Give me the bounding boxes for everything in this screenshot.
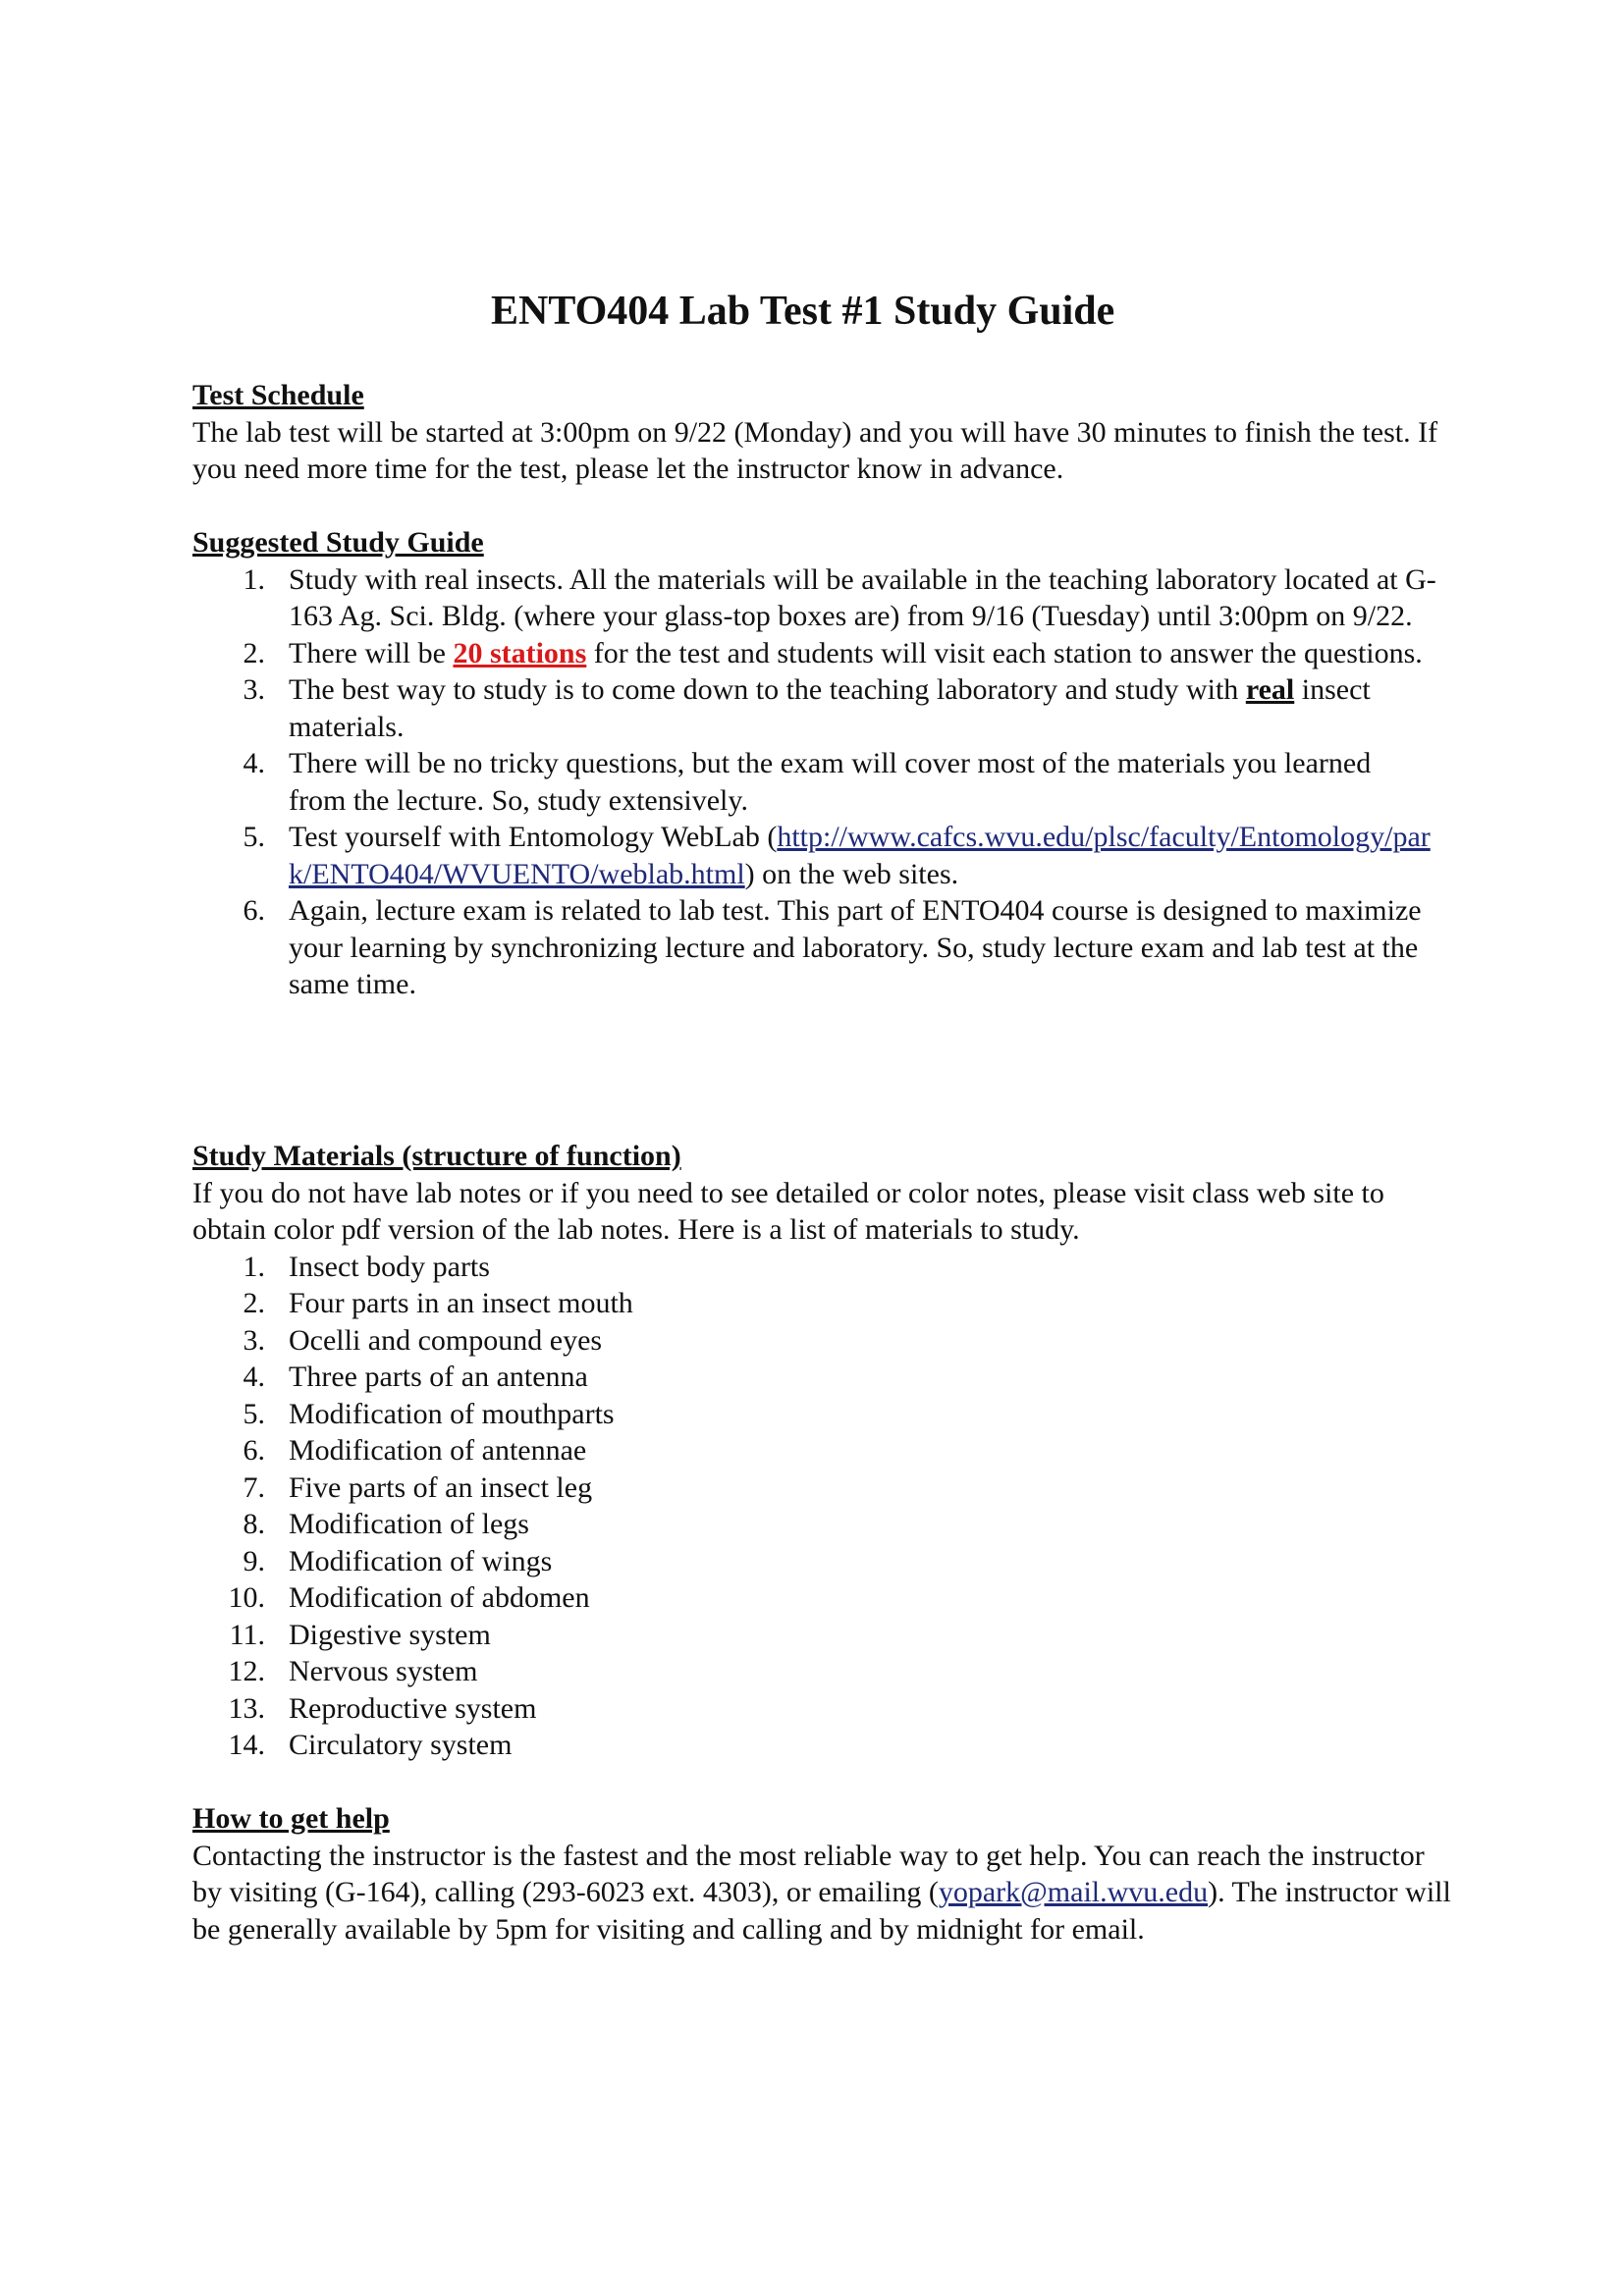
materials-list <box>192 1249 1469 1764</box>
study-guide-list <box>192 561 1469 1003</box>
list-item: 2. Four parts in an insect mouth <box>243 1287 633 1319</box>
list-item: 4. There will be no tricky questions, but the exam will cover most of the materials you learned from the lecture. So, study extensively. <box>243 747 1372 817</box>
section-heading: Test Schedule <box>192 379 364 411</box>
section-study-materials <box>192 1138 1469 1764</box>
stations-emphasis: 20 stations <box>453 636 587 669</box>
page-title: ENTO404 Lab Test #1 Study Guide <box>491 289 1115 334</box>
section-test-schedule <box>192 377 1469 488</box>
help-text: Contacting the instructor is the fastest and the most reliable way to get help. You can reach the instructor by visiting (G-164), calling (293-6023 ext. 4303), or emailing (yopark@mail.wvu.edu). The instructor will be generally available by 5pm for visiting and calling and by midnight for email. <box>192 1839 1451 1946</box>
real-emphasis: real <box>1245 673 1295 706</box>
weblab-link[interactable]: http://www.cafcs.wvu.edu/plsc/faculty/Entomology/park/ENTO404/WVUENTO/weblab.html <box>289 821 1431 890</box>
list-item: 4. Three parts of an antenna <box>243 1361 588 1393</box>
list-item: 3. The best way to study is to come down to the teaching laboratory and study with real insect materials. <box>243 673 1371 743</box>
list-item: 12. Nervous system <box>228 1655 478 1687</box>
list-item: 9. Modification of wings <box>243 1544 553 1577</box>
section-study-guide <box>192 524 1469 1003</box>
list-item: 10. Modification of abdomen <box>228 1581 590 1614</box>
materials-intro: If you do not have lab notes or if you need to see detailed or color notes, please visit class web site to obtain color pdf version of the lab notes. Here is a list of materials to study. <box>192 1176 1384 1246</box>
list-item: 11. Digestive system <box>229 1618 491 1651</box>
list-item: 7. Five parts of an insect leg <box>243 1470 593 1504</box>
list-item: 2. There will be 20 stations for the test and students will visit each station to answer the questions. <box>243 636 1423 669</box>
section-heading: Suggested Study Guide <box>192 526 484 559</box>
section-get-help <box>192 1800 1469 1948</box>
list-item: 3. Ocelli and compound eyes <box>243 1323 603 1357</box>
list-item: 5. Modification of mouthparts <box>243 1397 615 1430</box>
list-item: 1. Study with real insects. All the materials will be available in the teaching laboratory located at G-163 Ag. Sci. Bldg. (where your glass-top boxes are) from 9/16 (Tuesday) until 3:00pm on 9/22. <box>243 562 1436 632</box>
list-item: 1. Insect body parts <box>243 1250 490 1283</box>
list-item: 5. Test yourself with Entomology WebLab (http://www.cafcs.wvu.edu/plsc/faculty/Entomology/park/ENTO404/WVUENTO/weblab.html) on the web sites. <box>243 821 1431 890</box>
list-item: 14. Circulatory system <box>228 1729 513 1761</box>
list-item: 8. Modification of legs <box>243 1508 529 1540</box>
list-item: 13. Reproductive system <box>228 1691 537 1725</box>
schedule-text: The lab test will be started at 3:00pm on 9/22 (Monday) and you will have 30 minutes to finish the test. If you need more time for the test, please let the instructor know in advance. <box>192 415 1438 485</box>
list-item: 6. Modification of antennae <box>243 1434 587 1467</box>
email-link[interactable]: yopark@mail.wvu.edu <box>938 1876 1209 1908</box>
section-heading: Study Materials (structure of function) <box>192 1140 681 1172</box>
list-item: 6. Again, lecture exam is related to lab test. This part of ENTO404 course is designed to maximize your learning by synchronizing lecture and laboratory. So, study lecture exam and lab test at the same time. <box>243 894 1422 1000</box>
section-heading: How to get help <box>192 1802 390 1835</box>
